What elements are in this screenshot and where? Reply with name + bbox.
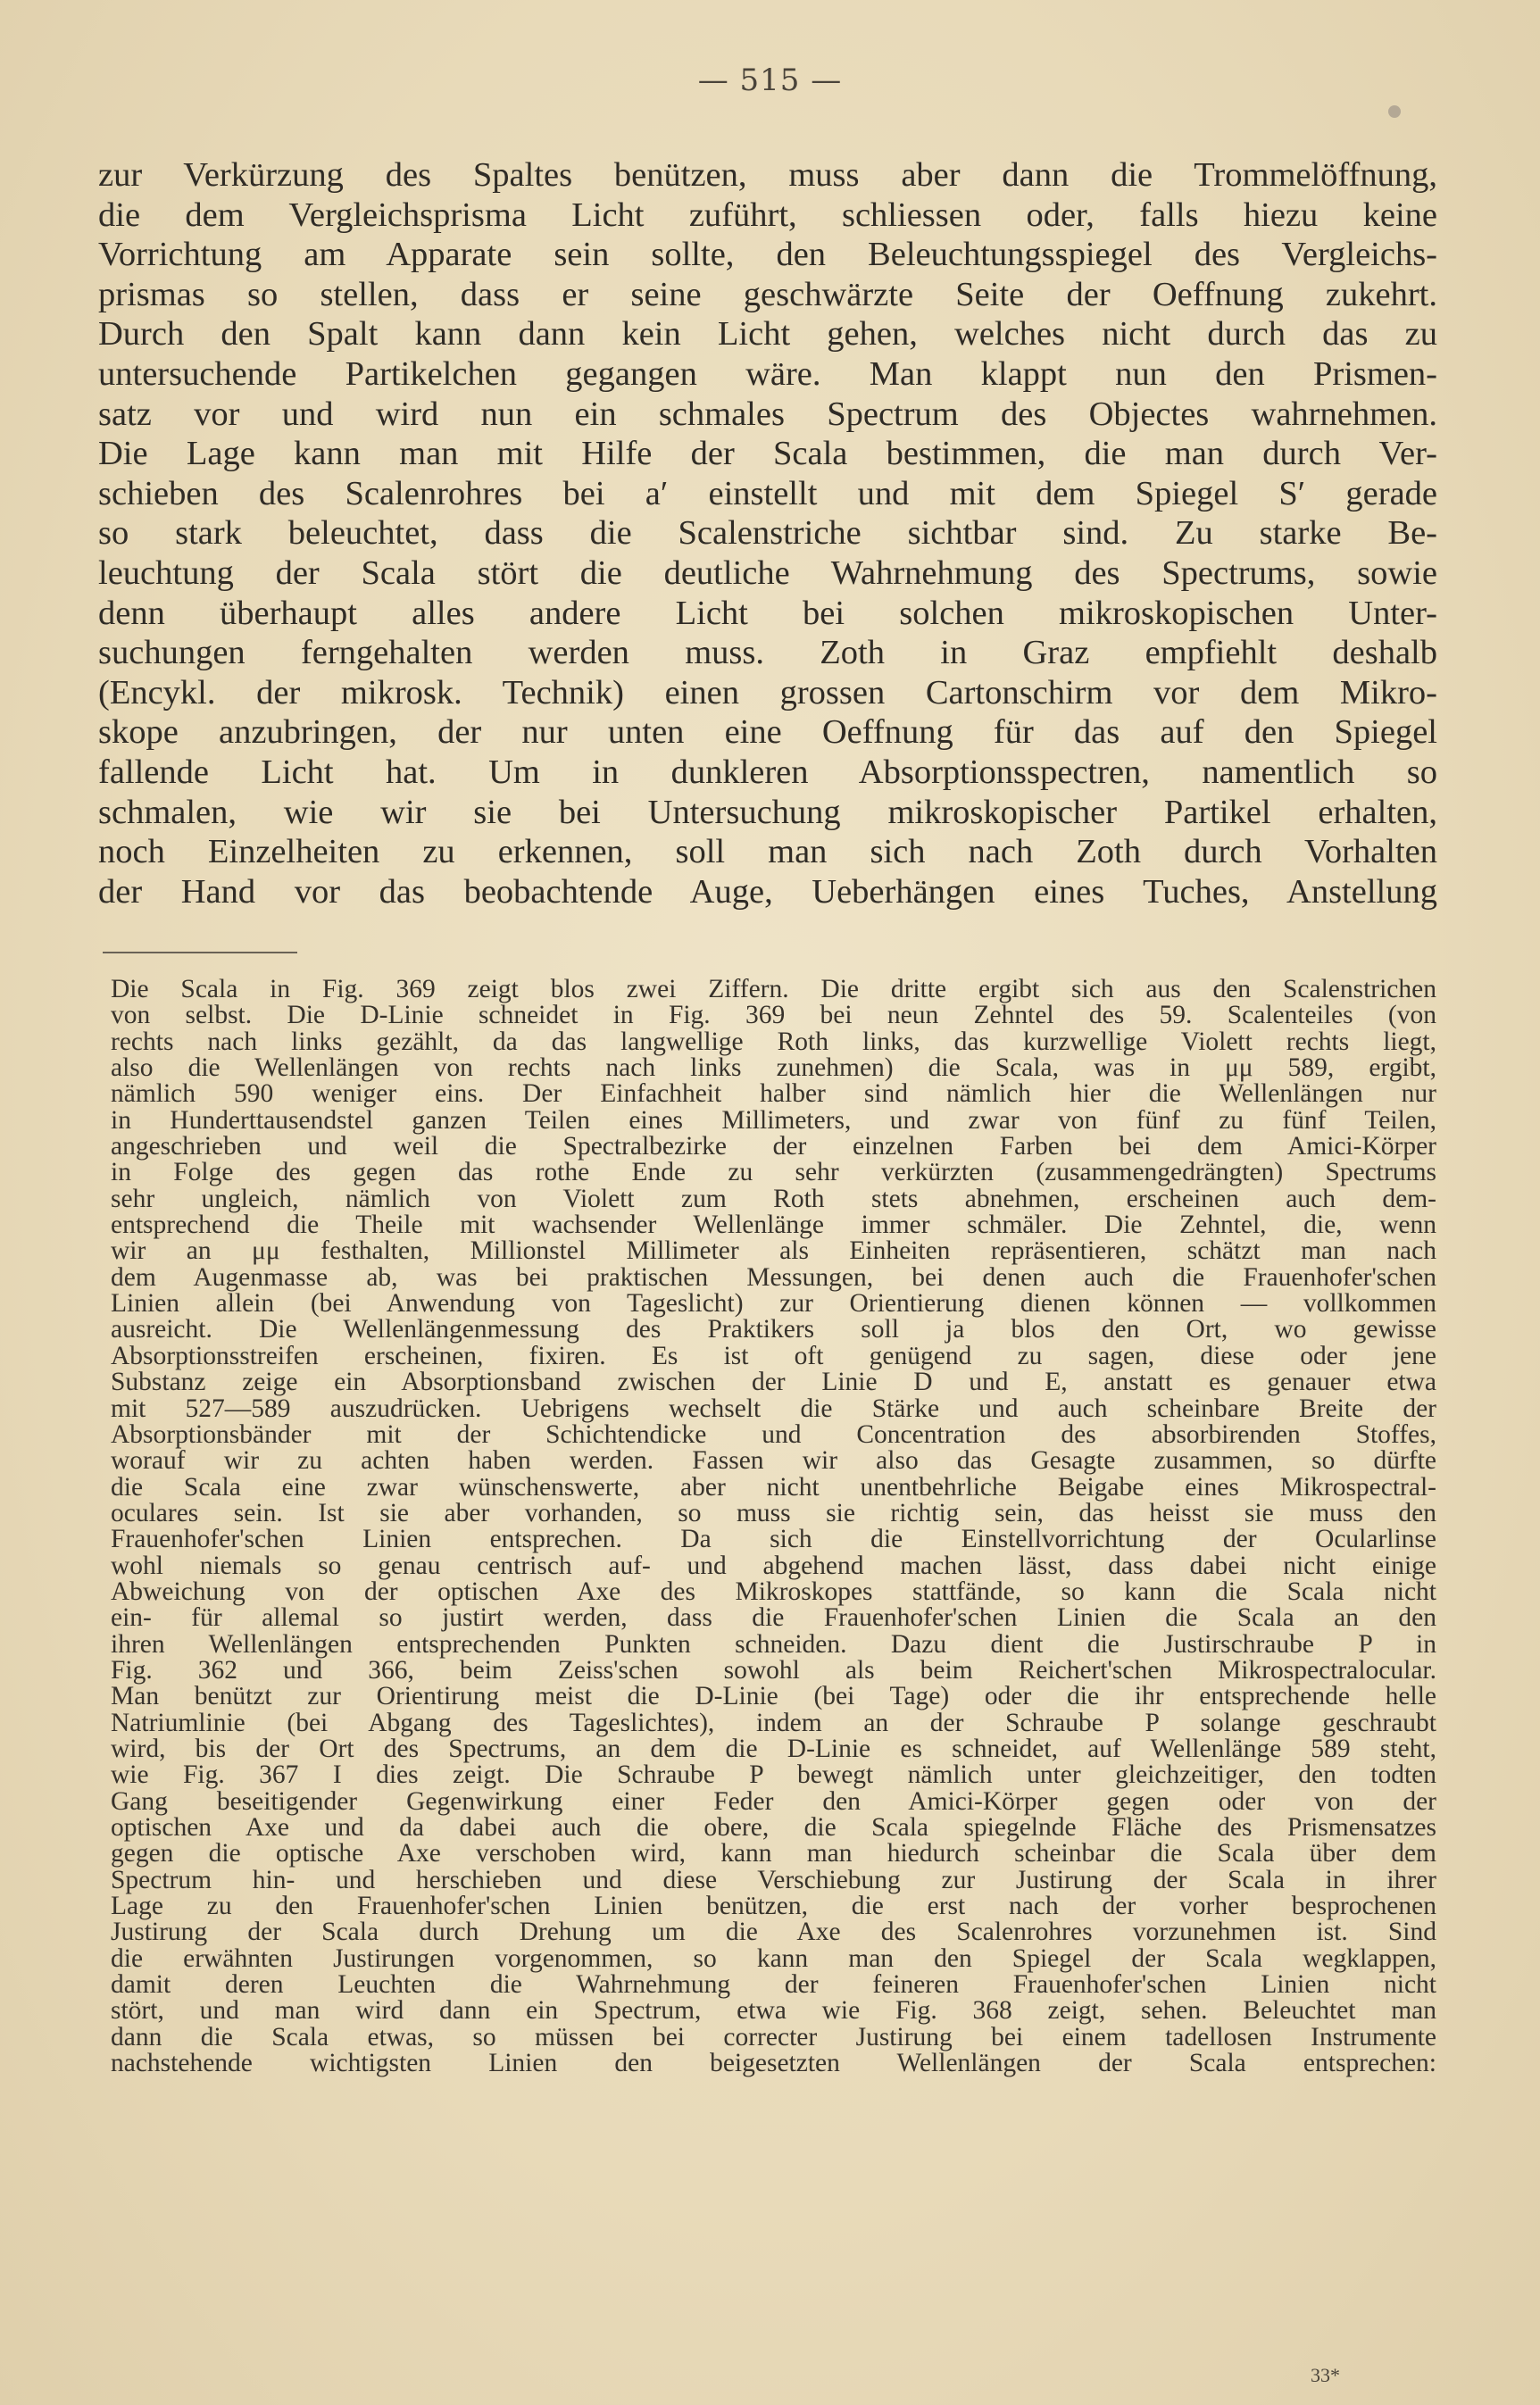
footnote-line: Lage zu den Frauenhofer'schen Linien benützen, die erst nach der vorher besprochenen xyxy=(111,1892,1436,1921)
footnote-line: nachstehende wichtigsten Linien den beigesetzten Wellenlängen der Scala entsprechen: xyxy=(111,2049,1436,2078)
footnote-line: die Scala eine zwar wünschenswerte, aber nicht unentbehrliche Beigabe eines Mikrospectral- xyxy=(111,1472,1436,1502)
footnote-divider xyxy=(103,952,297,953)
body-text-line: Die Lage kann man mit Hilfe der Scala bestimmen, die man durch Ver- xyxy=(98,435,1437,473)
footnote-line: also die Wellenlängen von rechts nach links zunehmen) die Scala, was in μμ 589, ergibt, xyxy=(111,1053,1436,1083)
footnote-line: Fig. 362 und 366, beim Zeiss'schen sowohl als beim Reichert'schen Mikrospectralocular. xyxy=(111,1655,1436,1685)
ink-spot-mark xyxy=(1388,105,1401,118)
body-text-line: leuchtung der Scala stört die deutliche Wahrnehmung des Spectrums, sowie xyxy=(98,553,1437,592)
body-text-line: der Hand vor das beobachtende Auge, Ueberhängen eines Tuches, Anstellung xyxy=(98,872,1437,911)
footnote-text xyxy=(111,977,1436,2076)
footnote-line: ein- für allemal so justirt werden, dass die Frauenhofer'schen Linien die Scala an den xyxy=(111,1603,1436,1633)
footnote-line: Natriumlinie (bei Abgang des Tageslichtes), indem an der Schraube P solange geschraubt xyxy=(111,1708,1436,1737)
footnote-line: dem Augenmasse ab, was bei praktischen Messungen, bei denen auch die Frauenhofer'schen xyxy=(111,1262,1436,1292)
footnote-line: oculares sein. Ist sie aber vorhanden, so muss sie richtig sein, das heisst sie muss den xyxy=(111,1498,1436,1527)
footnote-line: in Folge des gegen das rothe Ende zu sehr verkürzten (zusammengedrängten) Spectrums xyxy=(111,1158,1436,1187)
footnote-line: rechts nach links gezählt, da das langwellige Roth links, das kurzwellige Violett rechts liegt, xyxy=(111,1027,1436,1056)
footnote-line: Abweichung von der optischen Axe des Mikroskopes stattfände, so kann die Scala nicht xyxy=(111,1577,1436,1606)
footnote-line: dann die Scala etwas, so müssen bei correcter Justirung bei einem tadellosen Instrumente xyxy=(111,2022,1436,2051)
footnote-line: ausreicht. Die Wellenlängenmessung des Praktikers soll ja blos den Ort, wo gewisse xyxy=(111,1315,1436,1344)
page-number: — 515 — xyxy=(697,62,843,98)
body-text-line: zur Verkürzung des Spaltes benützen, muss aber dann die Trommelöffnung, xyxy=(98,156,1437,194)
body-text-line: Vorrichtung am Apparate sein sollte, den Beleuchtungsspiegel des Vergleichs- xyxy=(98,236,1437,274)
body-text-line: die dem Vergleichsprisma Licht zuführt, schliessen oder, falls hiezu keine xyxy=(98,196,1437,234)
footnote-line: nämlich 590 weniger eins. Der Einfachheit halber sind nämlich hier die Wellenlängen nur xyxy=(111,1079,1436,1109)
footnote-line: die erwähnten Justirungen vorgenommen, so kann man den Spiegel der Scala wegklappen, xyxy=(111,1943,1436,1973)
footnote-line: von selbst. Die D-Linie schneidet in Fig. 369 bei neun Zehntel des 59. Scalenteiles (von xyxy=(111,1001,1436,1030)
footnote-line: Substanz zeige ein Absorptionsband zwischen der Linie D und E, anstatt es genauer etwa xyxy=(111,1368,1436,1397)
body-text-line: schieben des Scalenrohres bei a′ einstellt und mit dem Spiegel S′ gerade xyxy=(98,474,1437,512)
footnote-line: wie Fig. 367 I dies zeigt. Die Schraube P bewegt nämlich unter gleichzeitiger, den todten xyxy=(111,1760,1436,1790)
footnote-line: Frauenhofer'schen Linien entsprechen. Da sich die Einstellvorrichtung der Ocularlinse xyxy=(111,1525,1436,1554)
footnote-line: worauf wir zu achten haben werden. Fassen wir also das Gesagte zusammen, so dürfte xyxy=(111,1446,1436,1476)
footnote-line: damit deren Leuchten die Wahrnehmung der feineren Frauenhofer'schen Linien nicht xyxy=(111,1970,1436,2000)
footnote-line: entsprechend die Theile mit wachsender Wellenlänge immer schmäler. Die Zehntel, die, wenn xyxy=(111,1211,1436,1240)
footnote-line: in Hunderttausendstel ganzen Teilen eines Millimeters, und zwar von fünf zu fünf Teilen, xyxy=(111,1105,1436,1135)
body-text-line: suchungen ferngehalten werden muss. Zoth in Graz empfiehlt deshalb xyxy=(98,634,1437,672)
footnote-line: Gang beseitigender Gegenwirkung einer Feder den Amici-Körper gegen oder von der xyxy=(111,1786,1436,1816)
body-text-line: so stark beleuchtet, dass die Scalenstriche sichtbar sind. Zu starke Be- xyxy=(98,514,1437,553)
footnote-line: Absorptionsbänder mit der Schichtendicke und Concentration des absorbirenden Stoffes, xyxy=(111,1419,1436,1449)
footnote-line: ihren Wellenlängen entsprechenden Punkten schneiden. Dazu dient die Justirschraube P in xyxy=(111,1629,1436,1659)
body-text-line: prismas so stellen, dass er seine geschwärzte Seite der Oeffnung zukehrt. xyxy=(98,275,1437,313)
body-text-line: fallende Licht hat. Um in dunkleren Absorptionsspectren, namentlich so xyxy=(98,753,1437,791)
body-text-line: (Encykl. der mikrosk. Technik) einen grossen Cartonschirm vor dem Mikro- xyxy=(98,673,1437,712)
footnote-line: Absorptionsstreifen erscheinen, fixiren. Es ist oft genügend zu sagen, diese oder jene xyxy=(111,1341,1436,1370)
body-text xyxy=(98,155,1437,911)
footnote-line: gegen die optische Axe verschoben wird, kann man hiedurch scheinbar die Scala über dem xyxy=(111,1839,1436,1868)
footnote-line: wir an μμ festhalten, Millionstel Millimeter als Einheiten repräsentieren, schätzt man nach xyxy=(111,1236,1436,1266)
body-text-line: Durch den Spalt kann dann kein Licht gehen, welches nicht durch das zu xyxy=(98,315,1437,354)
footnote-line: optischen Axe und da dabei auch die obere, die Scala spiegelnde Fläche des Prismensatzes xyxy=(111,1813,1436,1842)
footnote-line: Justirung der Scala durch Drehung um die Axe des Scalenrohres vorzunehmen ist. Sind xyxy=(111,1918,1436,1947)
footnote-line: mit 527—589 auszudrücken. Uebrigens wechselt die Stärke und auch scheinbare Breite der xyxy=(111,1394,1436,1423)
footnote-line: sehr ungleich, nämlich von Violett zum Roth stets abnehmen, erscheinen auch dem- xyxy=(111,1184,1436,1213)
footnote-line: angeschrieben und weil die Spectralbezirke der einzelnen Farben bei dem Amici-Körper xyxy=(111,1132,1436,1161)
body-text-line: skope anzubringen, der nur unten eine Oeffnung für das auf den Spiegel xyxy=(98,713,1437,752)
body-text-line: schmalen, wie wir sie bei Untersuchung mikroskopischer Partikel erhalten, xyxy=(98,793,1437,831)
body-text-line: untersuchende Partikelchen gegangen wäre. Man klappt nun den Prismen- xyxy=(98,354,1437,393)
footnote-line: wird, bis der Ort des Spectrums, an dem die D-Linie es schneidet, auf Wellenlänge 589 steht, xyxy=(111,1734,1436,1763)
footnote-line: Die Scala in Fig. 369 zeigt blos zwei Ziffern. Die dritte ergibt sich aus den Scalenstrichen xyxy=(111,975,1436,1003)
body-text-line: satz vor und wird nun ein schmales Spectrum des Objectes wahrnehmen. xyxy=(98,395,1437,433)
footnote-line: Spectrum hin- und herschieben und diese Verschiebung zur Justirung der Scala in ihrer xyxy=(111,1865,1436,1894)
footnote-line: Linien allein (bei Anwendung von Tageslicht) zur Orientierung dienen können — vollkommen xyxy=(111,1289,1436,1319)
signature-mark: 33* xyxy=(1311,2364,1340,2386)
body-text-line: denn überhaupt alles andere Licht bei solchen mikroskopischen Unter- xyxy=(98,594,1437,632)
footnote-line: wohl niemals so genau centrisch auf- und abgehend machen lässt, dass dabei nicht einige xyxy=(111,1551,1436,1580)
footnote-line: stört, und man wird dann ein Spectrum, etwa wie Fig. 368 zeigt, sehen. Beleuchtet man xyxy=(111,1996,1436,2026)
footnote-line: Man benützt zur Orientirung meist die D-Linie (bei Tage) oder die ihr entsprechende helle xyxy=(111,1682,1436,1711)
body-text-line: noch Einzelheiten zu erkennen, soll man sich nach Zoth durch Vorhalten xyxy=(98,833,1437,871)
